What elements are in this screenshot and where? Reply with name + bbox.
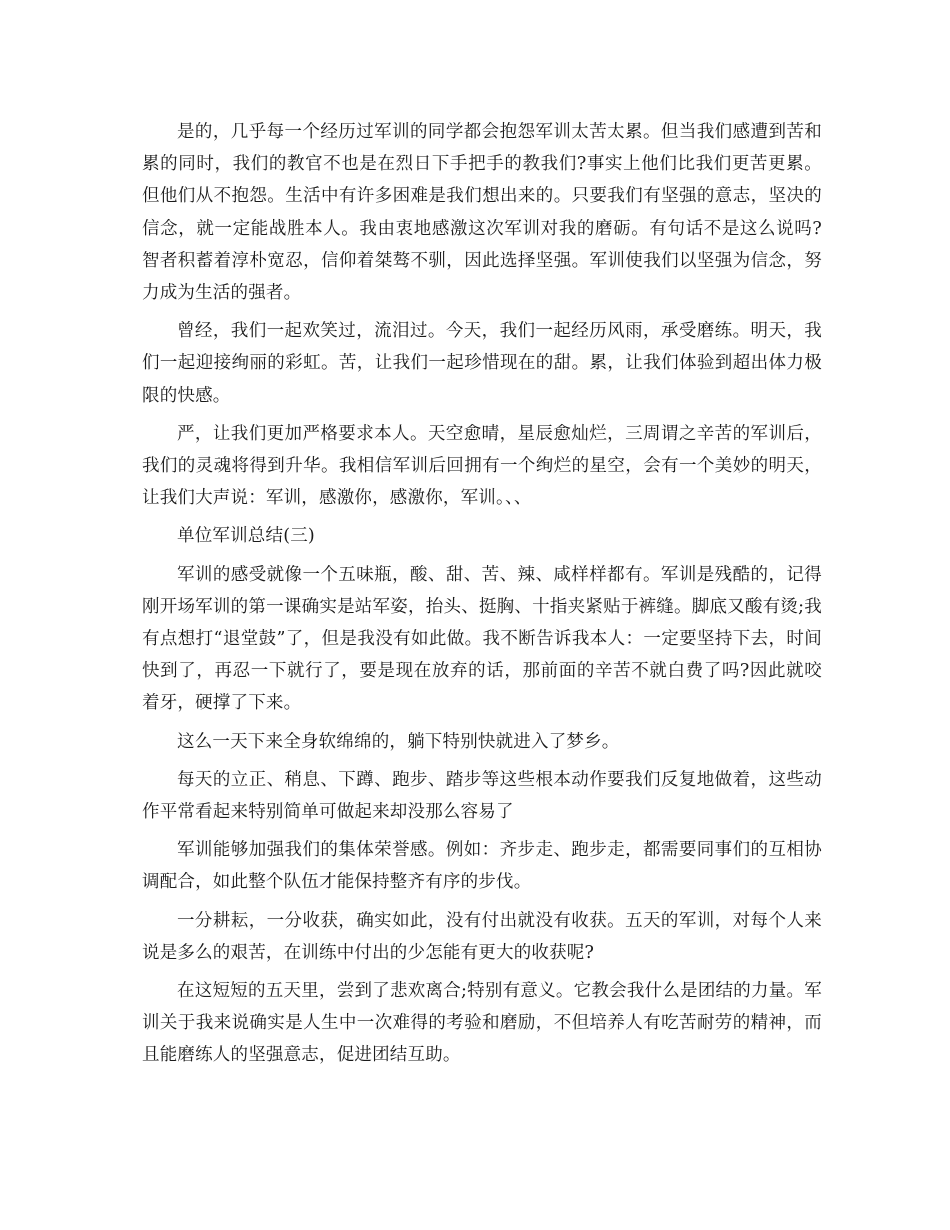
paragraph: 军训能够加强我们的集体荣誉感。例如：齐步走、跑步走，都需要同事们的互相协调配合，如此整个队伍才能保持整齐有序的步伐。 <box>142 840 822 893</box>
paragraph: 曾经，我们一起欢笑过，流泪过。今天，我们一起经历风雨，承受磨练。明天，我们一起迎接绚丽的彩虹。苦，让我们一起珍惜现在的甜。累，让我们体验到超出体力极限的快感。 <box>142 321 822 406</box>
paragraph: 严，让我们更加严格要求本人。天空愈晴，星辰愈灿烂，三周谓之辛苦的军训后，我们的灵魂将得到升华。我相信军训后回拥有一个绚烂的星空，会有一个美妙的明天，让我们大声说：军训，感激你，感激你，军训。、、 <box>142 423 822 509</box>
paragraph: 每天的立正、稍息、下蹲、跑步、踏步等这些根本动作要我们反复地做着，这些动作平常看起来特别简单可做起来却没那么容易了 <box>142 769 822 823</box>
paragraph: 这么一天下来全身软绵绵的，躺下特别快就进入了梦乡。 <box>177 731 620 752</box>
paragraph: 军训的感受就像一个五味瓶，酸、甜、苦、辣、咸样样都有。军训是残酷的，记得刚开场军训的第一课确实是站军姿，抬头、挺胸、十指夹紧贴于裤缝。脚底又酸有烫;我有点想打“退堂鼓”了，但是我没有如此做。我不断告诉我本人：一定要坚持下去，时间快到了，再忍一下就行了，要是现在放弃的话，那前面的辛苦不就白费了吗?因此就咬着牙，硬撑了下来。 <box>142 564 822 714</box>
paragraph: 一分耕耘，一分收获，确实如此，没有付出就没有收获。五天的军训，对每个人来说是多么的艰苦，在训练中付出的少怎能有更大的收获呢? <box>142 910 822 963</box>
paragraph: 在这短短的五天里，尝到了悲欢离合;特别有意义。它教会我什么是团结的力量。军训关于我来说确实是人生中一次难得的考验和磨励，不但培养人有吃苦耐劳的精神，而且能磨练人的坚强意志，促进团结互助。 <box>142 981 822 1066</box>
document-body <box>142 116 822 1078</box>
paragraph: 是的，几乎每一个经历过军训的同学都会抱怨军训太苦太累。但当我们感遭到苦和累的同时，我们的教官不也是在烈日下手把手的教我们?事实上他们比我们更苦更累。但他们从不抱怨。生活中有许多困难是我们想出来的。只要我们有坚强的意志，坚决的信念，就一定能战胜本人。我由衷地感激这次军训对我的磨砺。有句话不是这么说吗?智者积蓄着淳朴宽忍，信仰着桀骜不驯，因此选择坚强。军训使我们以坚强为信念，努力成为生活的强者。 <box>142 122 822 304</box>
section-heading: 单位军训总结(三) <box>177 526 315 547</box>
